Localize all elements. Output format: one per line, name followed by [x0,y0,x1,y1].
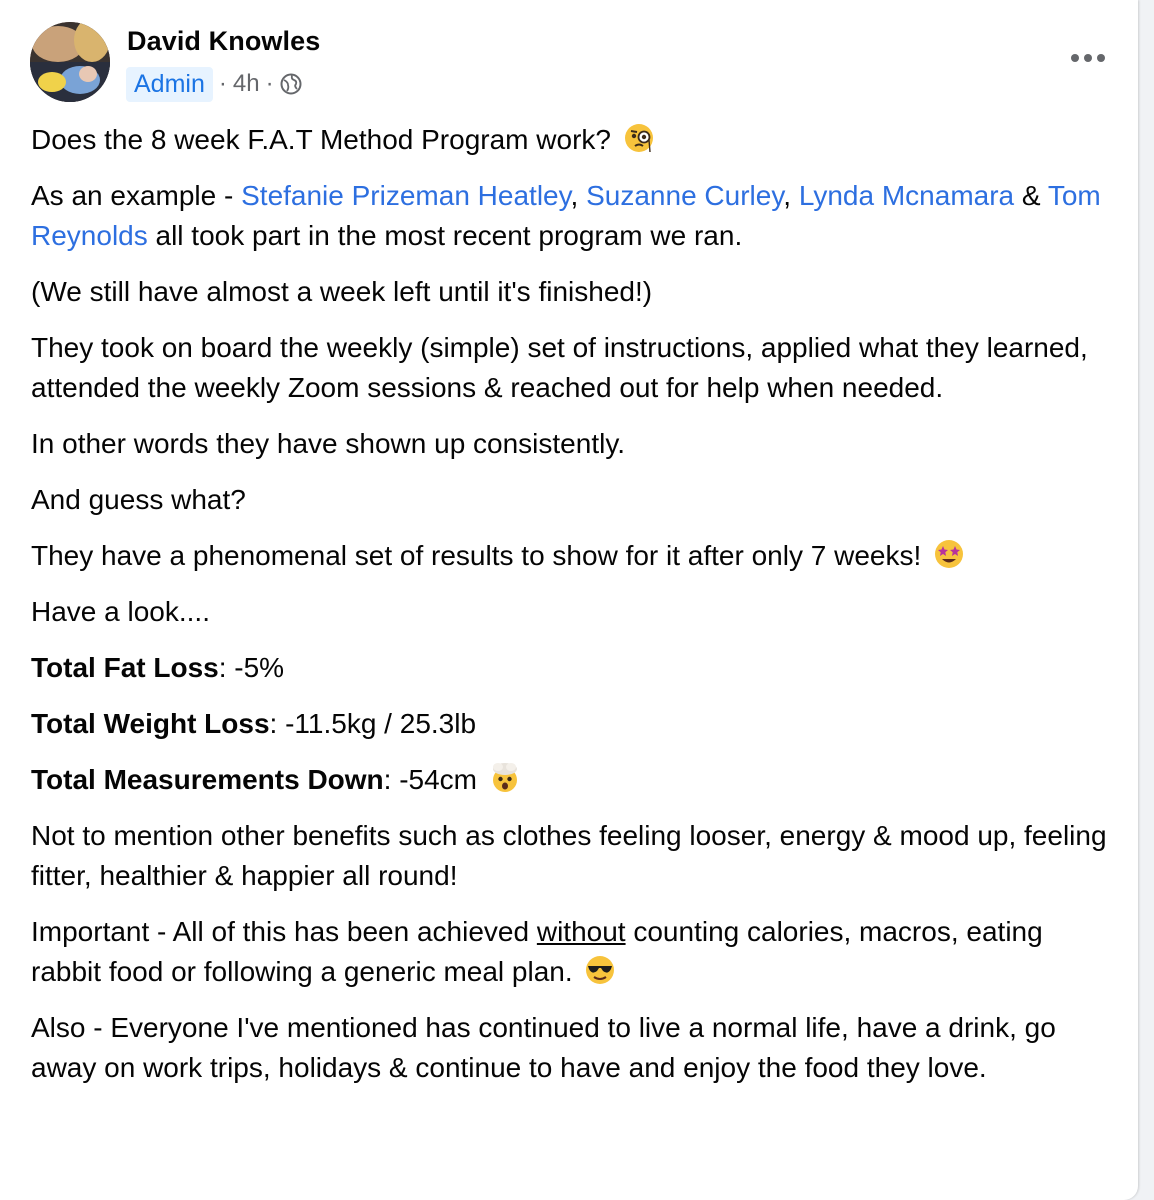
post-paragraph: Have a look.... [31,596,210,627]
stat-value: : -54cm [383,764,478,795]
mention-link[interactable]: Tom Reynolds [31,180,1101,251]
paragraph-text: Important - All of this has been achieved [31,916,537,947]
face-with-monocle-emoji [623,122,655,154]
mention-link[interactable]: Lynda Mcnamara [798,180,1015,211]
post-paragraph: Not to mention other benefits such as clothes feeling looser, energy & mood up, feeling fitter, healthier & happier all round! [31,820,1107,891]
paragraph-text: They have a phenomenal set of results to show for it after only 7 weeks! [31,540,922,571]
author-name[interactable]: David Knowles [127,26,321,56]
separator-text: , [783,180,799,211]
paragraph-text: counting calories, macros, eating rabbit food or following a generic meal plan. [31,916,1043,987]
post-paragraph: (We still have almost a week left until it's finished!) [31,276,653,307]
avatar-photo [30,22,110,102]
paragraph-text: As an example - [31,180,242,211]
stat-label: Total Measurements Down [31,764,384,795]
separator-dot: · [265,70,274,97]
stat-measurements [31,760,1111,800]
post-timestamp[interactable]: 4h [232,70,260,97]
post-body [31,120,1111,1104]
post-paragraph: They took on board the weekly (simple) set of instructions, applied what they learned, attended the weekly Zoom sessions & reached out for help when needed. [31,332,1088,403]
post-paragraph [31,536,1111,576]
stat-value: : -5% [218,652,285,683]
mention-link[interactable]: Suzanne Curley [586,180,784,211]
stat-label: Total Weight Loss [31,708,270,739]
star-struck-emoji [933,538,965,570]
sunglasses-emoji [584,954,616,986]
post-meta [126,66,302,102]
exploding-head-emoji [489,762,521,794]
stat-value: : -11.5kg / 25.3lb [269,708,477,739]
post-paragraph [31,912,1111,992]
globe-icon[interactable] [280,73,302,95]
stat-fat-loss [31,648,1111,688]
separator-text: & [1014,180,1048,211]
separator-dot: · [218,70,227,97]
post-paragraph [31,176,1111,256]
paragraph-text: all took part in the most recent program we ran. [147,220,743,251]
author-avatar[interactable] [30,22,110,102]
emphasis-text: without [536,916,626,947]
admin-badge[interactable]: Admin [126,67,213,102]
separator-text: , [570,180,587,211]
stat-weight-loss [31,704,1111,744]
post-paragraph: Also - Everyone I've mentioned has continued to live a normal life, have a drink, go away on work trips, holidays & continue to have and enjoy the food they love. [31,1012,1056,1083]
post-header [30,20,1110,104]
mention-link[interactable]: Stefanie Prizeman Heatley [241,180,571,211]
post-paragraph: In other words they have shown up consistently. [31,428,626,459]
post-paragraph [31,120,1111,160]
more-options-button[interactable] [1066,40,1110,76]
post-paragraph: And guess what? [31,484,246,515]
stat-label: Total Fat Loss [31,652,219,683]
more-options-icon [1084,54,1092,62]
more-options-icon [1097,54,1105,62]
more-options-icon [1071,54,1079,62]
paragraph-text: Does the 8 week F.A.T Method Program work? [31,124,611,155]
